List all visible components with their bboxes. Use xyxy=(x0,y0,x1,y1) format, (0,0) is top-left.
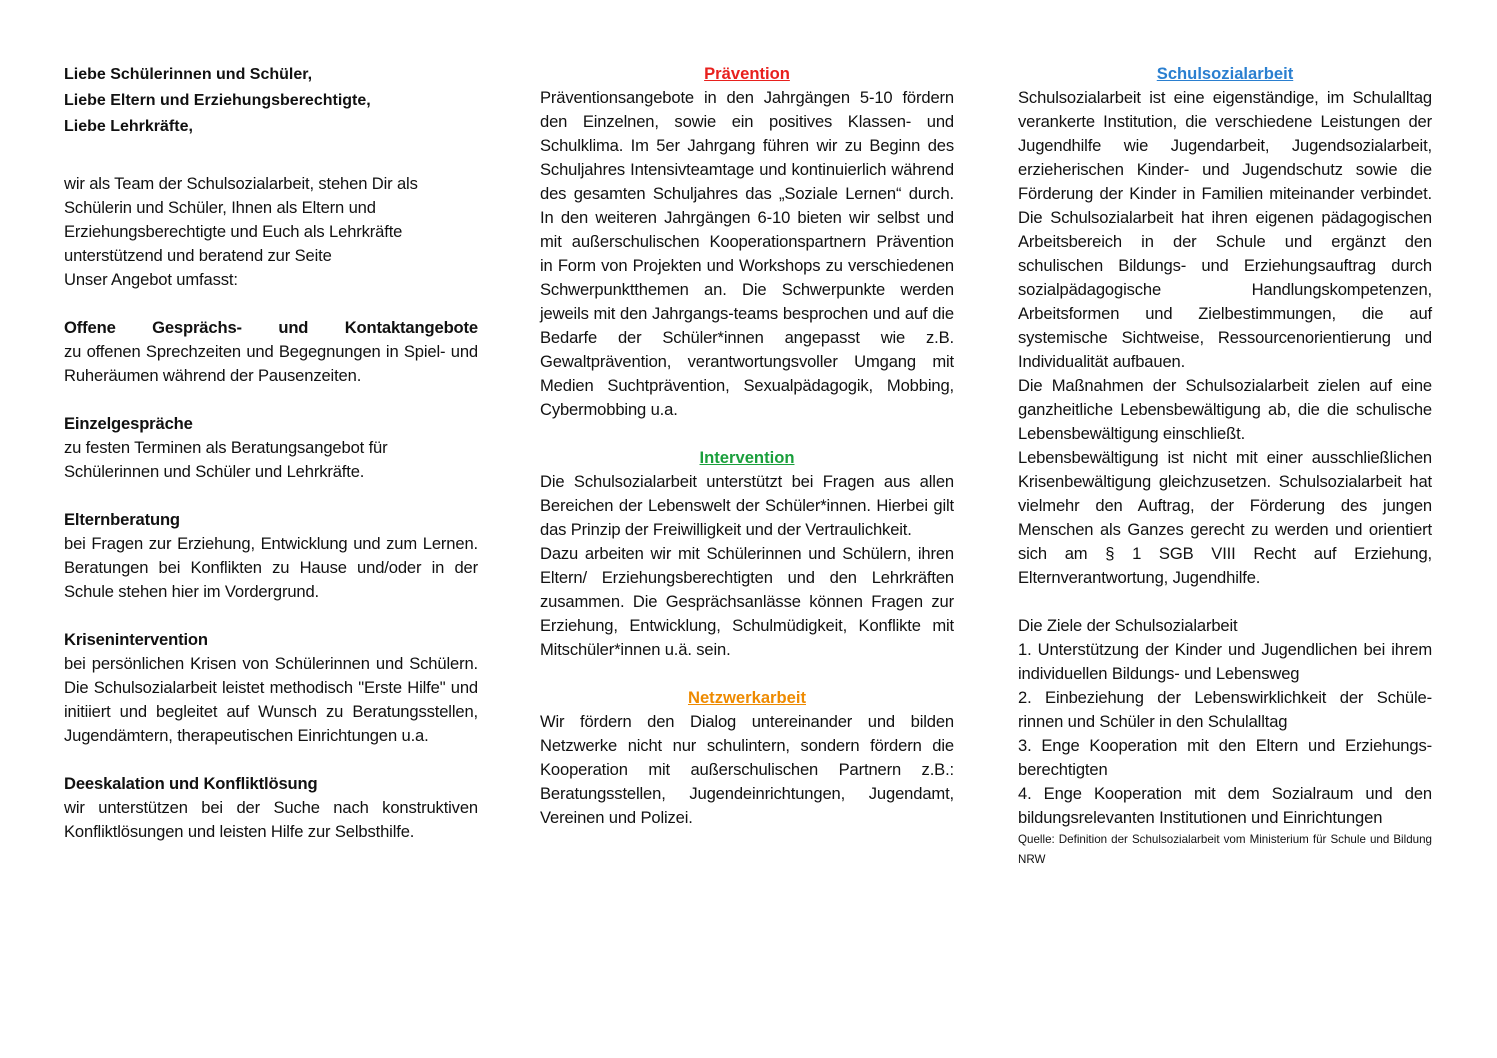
intervention-text-1: Die Schulsozialarbeit unterstützt bei Fragen aus allen Bereichen der Lebenswelt der Schüler*innen. Hierbei gilt das Prinzip der Freiwilligkeit und der Vertraulichkeit. xyxy=(540,472,954,539)
intro-text: wir als Team der Schulsozialarbeit, stehen Dir als Schülerin und Schüler, Ihnen als Eltern und Erziehungsberechtigte und Euch als Lehrkräfte unterstützend und beratend zur Seite xyxy=(64,174,418,265)
netzwerk-text: Wir fördern den Dialog untereinander und bilden Netzwerke nicht nur schulintern, sondern fördern die Kooperation mit außerschulischen Partnern z.B.: Beratungsstellen, Jugendeinrichtungen, Jugendamt, Vereinen und Polizei. xyxy=(540,712,954,827)
offer-text-individual-talks: zu festen Terminen als Beratungsangebot für Schülerinnen und Schüler und Lehrkräfte. xyxy=(64,438,388,481)
column-offers xyxy=(64,62,478,844)
goal-item-2: 2. Einbeziehung der Lebenswirklichkeit der Schüle-rinnen und Schüler in den Schulalltag xyxy=(1018,688,1432,731)
section-title-schulsozialarbeit: Schulsozialarbeit xyxy=(1156,64,1294,83)
praevention-text: Präventionsangebote in den Jahrgängen 5-10 fördern den Einzelnen, sowie ein positives Klassen- und Schulklima. Im 5er Jahrgang führen wir zu Beginn des Schuljahres Intensivteamtage und kontinuierlich während des gesamten Schuljahres das „Soziale Lernen“ durch. In den weiteren Jahrgängen 6-10 bieten wir selbst und mit außerschulischen Kooperationspartnern Prävention in Form von Projekten und Workshops zu verschiedenen Schwerpunktthemen an. Die Schwerpunkte werden jeweils mit den Jahrgangs-teams besprochen und auf die Bedarfe der Schüler*innen angepasst wie z.B. Gewaltprävention, verantwortungsvoller Umgang mit Medien Suchtprävention, Sexualpädagogik, Mobbing, Cybermobbing u.a. xyxy=(540,88,954,419)
section-title-praevention: Prävention xyxy=(704,64,790,83)
greeting-teachers: Liebe Lehrkräfte, xyxy=(64,118,193,135)
intervention-text-2: Dazu arbeiten wir mit Schülerinnen und Schülern, ihren Eltern/ Erziehungsberechtigten und den Lehrkräften zusammen. Die Gesprächsanlässe können Fragen zur Erziehung, Entwicklung, Schulmüdigkeit, Konflikte mit Mitschüler*innen u.ä. sein. xyxy=(540,544,954,659)
goal-item-4: 4. Enge Kooperation mit dem Sozialraum und den bildungsrelevanten Institutionen und Einrichtungen xyxy=(1018,784,1432,827)
section-title-netzwerkarbeit: Netzwerkarbeit xyxy=(687,688,807,707)
offer-text-deescalation: wir unterstützen bei der Suche nach konstruktiven Konfliktlösungen und leisten Hilfe zur Selbsthilfe. xyxy=(64,798,478,841)
offer-title-parent-counseling: Elternberatung xyxy=(64,510,180,529)
offer-title-individual-talks: Einzelgespräche xyxy=(64,414,193,433)
goals-heading: Die Ziele der Schulsozialarbeit xyxy=(1018,616,1238,635)
goal-item-3: 3. Enge Kooperation mit den Eltern und Erziehungs-berechtigten xyxy=(1018,736,1432,779)
offer-text-parent-counseling: bei Fragen zur Erziehung, Entwicklung und zum Lernen. Beratungen bei Konflikten zu Hause und/oder in der Schule stehen hier im Vordergrund. xyxy=(64,534,478,601)
schulsozialarbeit-text-1: Schulsozialarbeit ist eine eigenständige, im Schulalltag verankerte Institution, die verschiedene Leistungen der Jugendhilfe wie Jugendarbeit, Jugendsozialarbeit, erzieherischen Kinder- und Jugendschutz sowie die Förderung der Kinder in Familien miteinander verbindet. Die Schulsozialarbeit hat ihren eigenen pädagogischen Arbeitsbereich in der Schule und ergänzt den schulischen Bildungs- und Erziehungsauftrag durch sozialpädagogische Handlungskompetenzen, Arbeitsformen und Zielbestimmungen, die auf systemische Sichtweise, Ressourcenorientierung und Individualität aufbauen. xyxy=(1018,88,1432,371)
offer-title-crisis-intervention: Krisenintervention xyxy=(64,630,208,649)
greeting-students: Liebe Schülerinnen und Schüler, xyxy=(64,66,313,83)
schulsozialarbeit-text-3: Lebensbewältigung ist nicht mit einer ausschließlichen Krisenbewältigung gleichzusetzen. Schulsozialarbeit hat vielmehr den Auftrag, der Förderung des jungen Menschen als Ganzes gerecht zu werden und orientiert sich am § 1 SGB VIII Recht auf Erziehung, Elternverantwortung, Jugendhilfe. xyxy=(1018,448,1432,587)
section-title-intervention: Intervention xyxy=(699,448,795,467)
offer-title-open-talks: Offene Gesprächs- und Kontaktangebote xyxy=(64,318,478,337)
source-note: Quelle: Definition der Schulsozialarbeit vom Ministerium für Schule und Bildung NRW xyxy=(1018,833,1432,866)
column-prevention-intervention xyxy=(540,62,954,830)
column-schulsozialarbeit xyxy=(1018,62,1432,870)
schulsozialarbeit-text-2: Die Maßnahmen der Schulsozialarbeit zielen auf eine ganzheitliche Lebensbewältigung ab, die die schulische Lebensbewältigung einschließt. xyxy=(1018,376,1432,443)
offer-title-deescalation: Deeskalation und Konfliktlösung xyxy=(64,774,318,793)
goal-item-1: 1. Unterstützung der Kinder und Jugendlichen bei ihrem individuellen Bildungs- und Lebensweg xyxy=(1018,640,1432,683)
greeting-parents: Liebe Eltern und Erziehungsberechtigte, xyxy=(64,92,371,109)
offer-text-open-talks: zu offenen Sprechzeiten und Begegnungen in Spiel- und Ruheräumen während der Pausenzeiten. xyxy=(64,342,478,385)
intro-offer-heading: Unser Angebot umfasst: xyxy=(64,270,238,289)
offer-text-crisis-intervention: bei persönlichen Krisen von Schülerinnen und Schülern. Die Schulsozialarbeit leistet methodisch "Erste Hilfe" und initiiert und begleitet auf Wunsch zu Beratungsstellen, Jugendämtern, therapeutischen Einrichtungen u.a. xyxy=(64,654,478,745)
